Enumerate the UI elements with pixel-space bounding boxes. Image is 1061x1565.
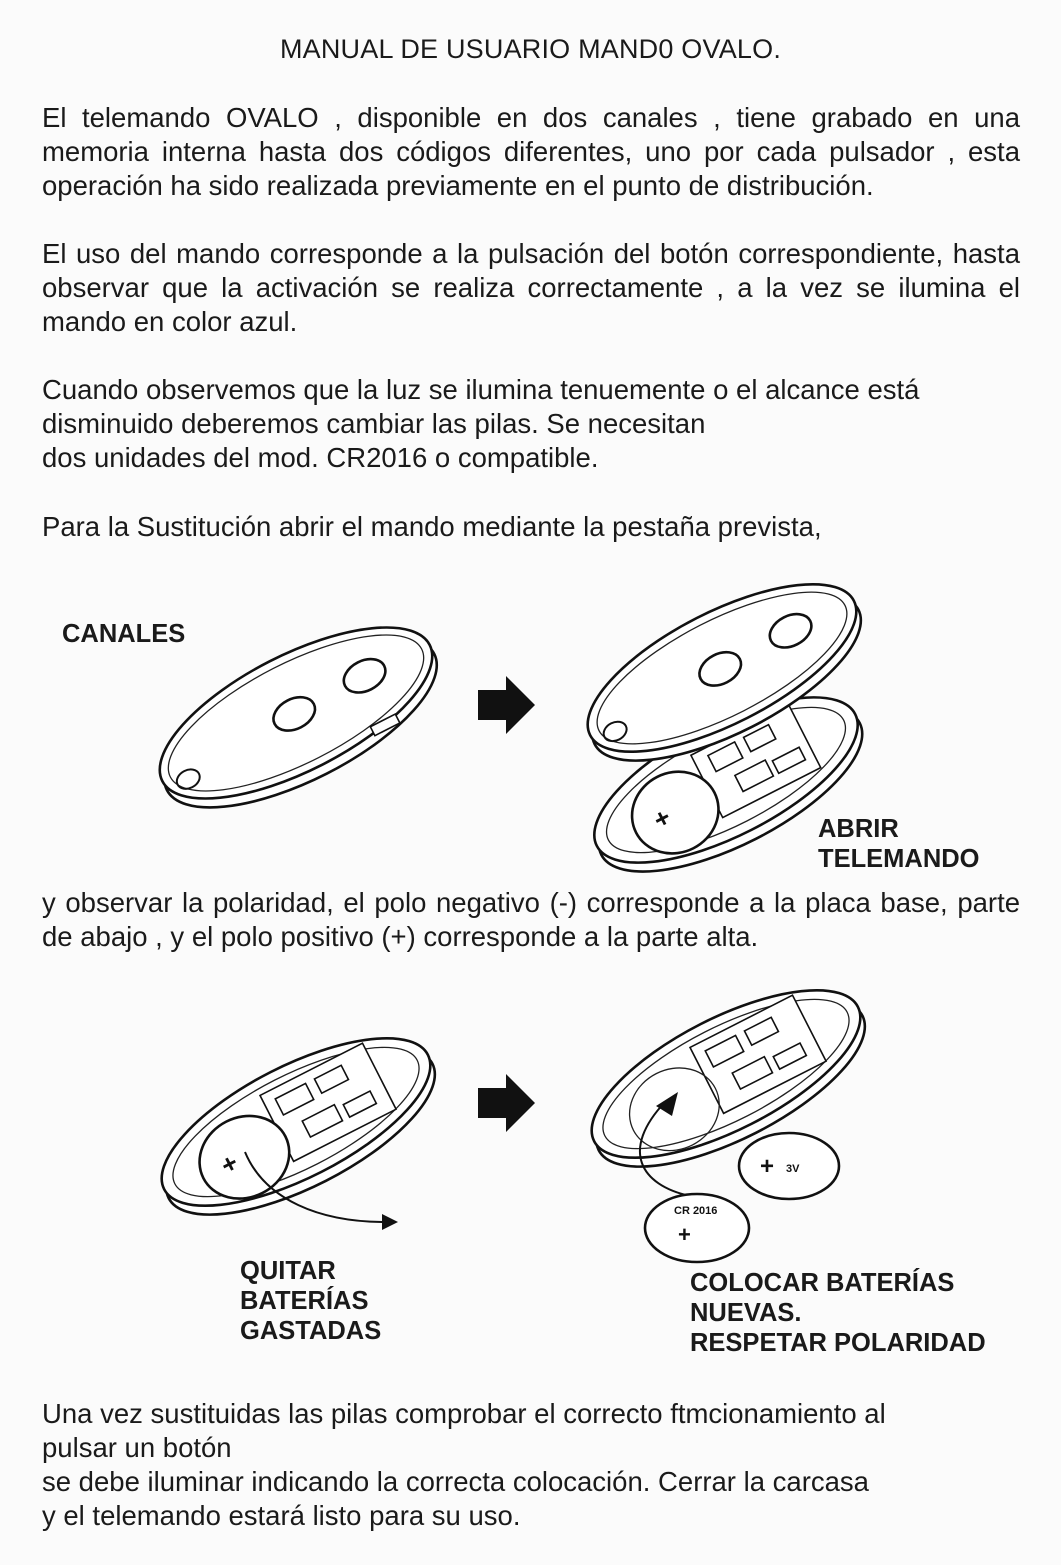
arrow-right-icon [478, 676, 535, 734]
paragraph-line: parte de abajo , y el polo positivo (+) corresponde a la parte alta. [42, 887, 1021, 952]
paragraph-line: Una vez sustituidas las pilas comprobar el correcto ftmcionamiento al [42, 1398, 886, 1429]
battery-plus-text: + [760, 1153, 775, 1180]
battery-plus-text: + [678, 1222, 691, 1247]
label-line: NUEVAS. [690, 1299, 802, 1327]
arrow-right-icon [478, 1074, 535, 1132]
paragraph-line: Para la Sustitución abrir el mando mediante la pestaña prevista, [42, 511, 822, 542]
paragraph-line: El telemando OVALO , disponible en dos canales , tiene grabado en una [42, 102, 1020, 133]
label-line: COLOCAR BATERÍAS [690, 1269, 955, 1297]
label-line: GASTADAS [240, 1317, 382, 1345]
paragraph-line: ilumina el mando en color azul. [42, 272, 1021, 337]
label-line: QUITAR [240, 1257, 336, 1285]
paragraph-line: pulsar un botón [42, 1432, 232, 1463]
paragraph-line: dos unidades del mod. CR2016 o compatible. [42, 442, 599, 473]
label-line: RESPETAR POLARIDAD [690, 1329, 986, 1357]
paragraph-line: se debe iluminar indicando la correcta colocación. Cerrar la carcasa [42, 1466, 869, 1497]
paragraph-line: esta operación ha sido realizada previamente en el punto de distribución. [42, 136, 1020, 201]
paragraph-line: Cuando observemos que la luz se ilumina tenuemente o el alcance está [42, 374, 920, 405]
battery-voltage-text: 3V [786, 1163, 800, 1175]
paragraph-line: y el telemando estará listo para su uso. [42, 1500, 521, 1531]
label-canales: CANALES [62, 620, 186, 648]
battery-plus-text: + [648, 801, 676, 836]
paragraph-line: El uso del mando corresponde a la pulsación del botón correspondiente, [42, 238, 944, 269]
paragraph-line: hasta observar que la activación se realiza correctamente , a la vez se [42, 238, 1020, 303]
label-line: BATERÍAS [240, 1287, 369, 1315]
insert-battery-illustration [569, 957, 888, 1262]
battery-plus-text: + [215, 1147, 243, 1181]
label-line: ABRIR [818, 815, 899, 843]
open-remote-illustration [565, 551, 885, 905]
paragraph-line: memoria interna hasta dos códigos diferentes, uno por cada pulsador , [42, 136, 956, 167]
remove-battery-illustration [139, 1005, 458, 1248]
paragraph-line: y observar la polaridad, el polo negativo (-) corresponde a la placa base, [42, 887, 948, 918]
paragraph-line: disminuido deberemos cambiar las pilas. Se necesitan [42, 408, 706, 439]
closed-remote-illustration [136, 593, 461, 841]
page-title: MANUAL DE USUARIO MAND0 OVALO. [279, 34, 782, 64]
label-line: TELEMANDO [818, 845, 980, 873]
battery-model-text: CR 2016 [674, 1205, 718, 1217]
